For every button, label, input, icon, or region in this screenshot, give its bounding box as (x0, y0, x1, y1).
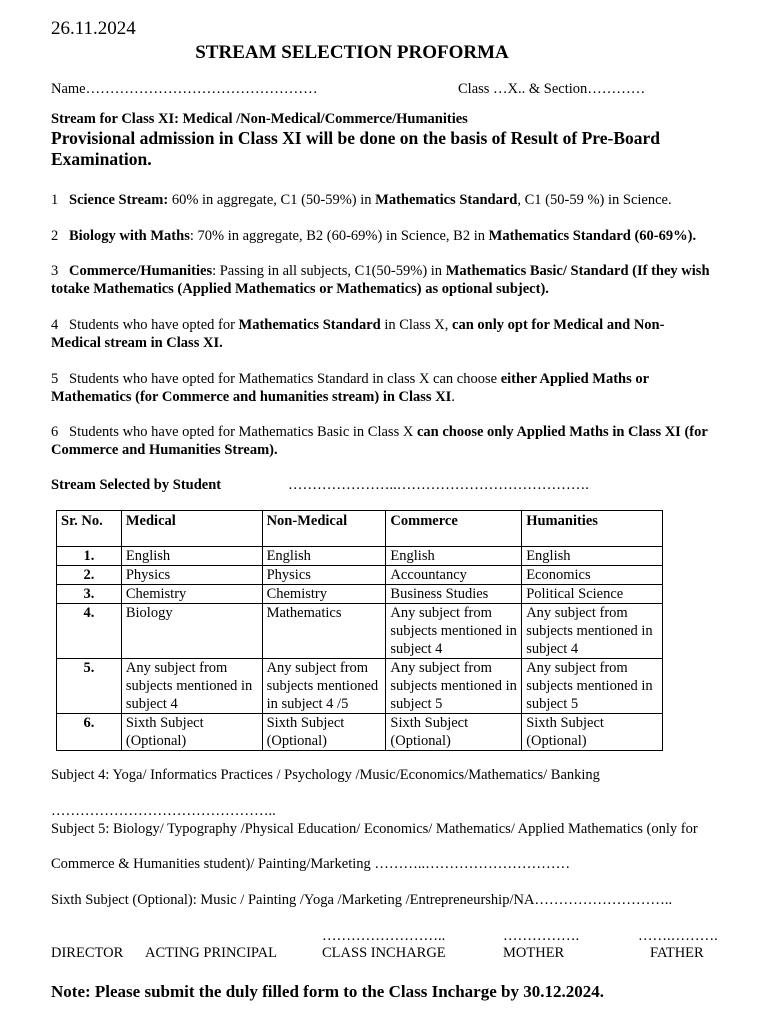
table-cell-sr: 2. (57, 566, 122, 585)
criterion-bold: (60-69%). (630, 228, 697, 244)
table-cell: Biology (121, 604, 262, 659)
subject4-options: Subject 4: Yoga/ Informatics Practices / Psychology /Music/Economics/Mathematics/ Banking (51, 767, 600, 783)
table-cell: Mathematics (262, 604, 386, 659)
criterion-number: 3 (51, 263, 59, 279)
table-cell: Sixth Subject (Optional) (386, 714, 522, 751)
table-cell: Business Studies (386, 585, 522, 604)
table-cell-sr: 1. (57, 547, 122, 566)
criterion-number: 6 (51, 424, 59, 440)
criterion-number: 5 (51, 371, 59, 387)
criterion-bold: Mathematics Standard (238, 317, 381, 333)
table-cell: Any subject from subjects mentioned in subject 5 (522, 659, 663, 714)
criterion-bold: Mathematics Standard (375, 192, 518, 208)
table-row (57, 547, 663, 566)
criterion-bold: either Applied Maths or Mathematics (for Commerce and humanities stream) in Class XI (51, 371, 649, 405)
criterion-bold: can choose only Applied Maths in Class XI (for Commerce and Humanities Stream). (51, 424, 708, 458)
sixth-subject-field[interactable]: Sixth Subject (Optional): Music / Painting /Yoga /Marketing /Entrepreneurship/NA……………………….. (51, 892, 673, 908)
criterion-bold: Biology with Maths (69, 228, 190, 244)
criterion-text: , C1 (50-59 %) in Science. (517, 192, 672, 208)
table-cell: Any subject from subjects mentioned in subject 4 (121, 659, 262, 714)
table-cell: Political Science (522, 585, 663, 604)
director-label: DIRECTOR (51, 945, 124, 961)
criterion-number: 1 (51, 192, 59, 208)
table-row (57, 604, 663, 659)
subject5-options: Subject 5: Biology/ Typography /Physical Education/ Economics/ Mathematics/ Applied Mathematics (only for (51, 821, 698, 837)
stream-selected-field[interactable]: …………………..…………………………………. (288, 477, 589, 493)
table-cell: English (262, 547, 386, 566)
table-cell-sr: 3. (57, 585, 122, 604)
criterion-3 (51, 262, 711, 298)
table-cell: Physics (262, 566, 386, 585)
table-row (57, 566, 663, 585)
table-cell-sr: 6. (57, 714, 122, 751)
father-signature-line: …….………. (638, 928, 718, 944)
table-cell: Sixth Subject (Optional) (522, 714, 663, 751)
criterion-text: Students who have opted for Mathematics Basic in Class X (69, 424, 417, 440)
class-incharge-label: CLASS INCHARGE (322, 945, 446, 961)
criterion-bold: can only opt for Medical and Non-Medical stream in Class XI. (51, 317, 665, 351)
table-cell-sr: 4. (57, 604, 122, 659)
submission-note: Note: Please submit the duly filled form to the Class Incharge by 30.12.2024. (51, 982, 604, 1001)
header-commerce: Commerce (386, 511, 522, 547)
criterion-text: : 70% in aggregate, B2 (60-69%) in Science, B2 in (189, 228, 489, 244)
table-cell: Any subject from subjects mentioned in subject 5 (386, 659, 522, 714)
subject5-field[interactable]: Commerce & Humanities student)/ Painting/Marketing ………..………………………… (51, 856, 571, 872)
table-cell: Accountancy (386, 566, 522, 585)
table-cell-sr: 5. (57, 659, 122, 714)
father-label: FATHER (650, 945, 704, 961)
provisional-note: Provisional admission in Class XI will be done on the basis of Result of Pre-Board Examination. (51, 128, 661, 169)
criterion-text: in Class X, (380, 317, 453, 333)
class-incharge-signature-line: …………………….. (322, 928, 446, 944)
criterion-number: 4 (51, 317, 59, 333)
criterion-bold: Commerce/Humanities (69, 263, 213, 279)
header-medical: Medical (121, 511, 262, 547)
table-cell: Any subject from subjects mentioned in subject 4 /5 (262, 659, 386, 714)
stream-subjects-table (56, 510, 663, 751)
criterion-bold: Mathematics Basic/ Standard (If they wish totake Mathematics (Applied Mathematics or Mathematics) as optional subject). (51, 263, 710, 297)
class-section-field[interactable]: Class …X.. & Section………… (458, 81, 646, 97)
criterion-bold: Science Stream: (69, 192, 169, 208)
table-cell: Chemistry (262, 585, 386, 604)
criterion-text: : Passing in all subjects, C1(50-59%) in (212, 263, 446, 279)
stream-selected-label: Stream Selected by Student (51, 477, 222, 493)
mother-label: MOTHER (503, 945, 565, 961)
criterion-text: . (451, 389, 455, 405)
criterion-1 (51, 191, 731, 209)
table-header-row (57, 511, 663, 547)
table-cell: Sixth Subject (Optional) (262, 714, 386, 751)
criterion-5 (51, 370, 681, 406)
table-cell: Chemistry (121, 585, 262, 604)
criterion-text: Students who have opted for Mathematics Standard in class X can choose (69, 371, 501, 387)
table-cell: Any subject from subjects mentioned in subject 4 (386, 604, 522, 659)
mother-signature-line: ……………. (503, 928, 580, 944)
table-cell: Sixth Subject (Optional) (121, 714, 262, 751)
table-row (57, 714, 663, 751)
criterion-text: 60% in aggregate, C1 (50-59%) in (168, 192, 376, 208)
header-sr-no: Sr. No. (57, 511, 122, 547)
table-row (57, 585, 663, 604)
criterion-2 (51, 227, 731, 245)
table-cell: Any subject from subjects mentioned in subject 4 (522, 604, 663, 659)
stream-label: Stream for Class XI: Medical /Non-Medical/Commerce/Humanities (51, 111, 468, 127)
acting-principal-label: ACTING PRINCIPAL (145, 945, 277, 961)
criterion-6 (51, 423, 721, 459)
header-non-medical: Non-Medical (262, 511, 386, 547)
header-humanities: Humanities (522, 511, 663, 547)
criterion-number: 2 (51, 228, 59, 244)
form-date: 26.11.2024 (51, 18, 136, 39)
criterion-4 (51, 316, 671, 352)
subject4-field[interactable]: ……………………………………….. (51, 803, 276, 819)
form-title: STREAM SELECTION PROFORMA (195, 42, 509, 63)
name-field[interactable]: Name………………………………………… (51, 81, 318, 97)
table-cell: English (522, 547, 663, 566)
table-cell: Economics (522, 566, 663, 585)
table-cell: English (121, 547, 262, 566)
criterion-text: Students who have opted for (69, 317, 239, 333)
table-cell: English (386, 547, 522, 566)
table-cell: Physics (121, 566, 262, 585)
criterion-bold: Mathematics Standard (488, 228, 631, 244)
table-row (57, 659, 663, 714)
